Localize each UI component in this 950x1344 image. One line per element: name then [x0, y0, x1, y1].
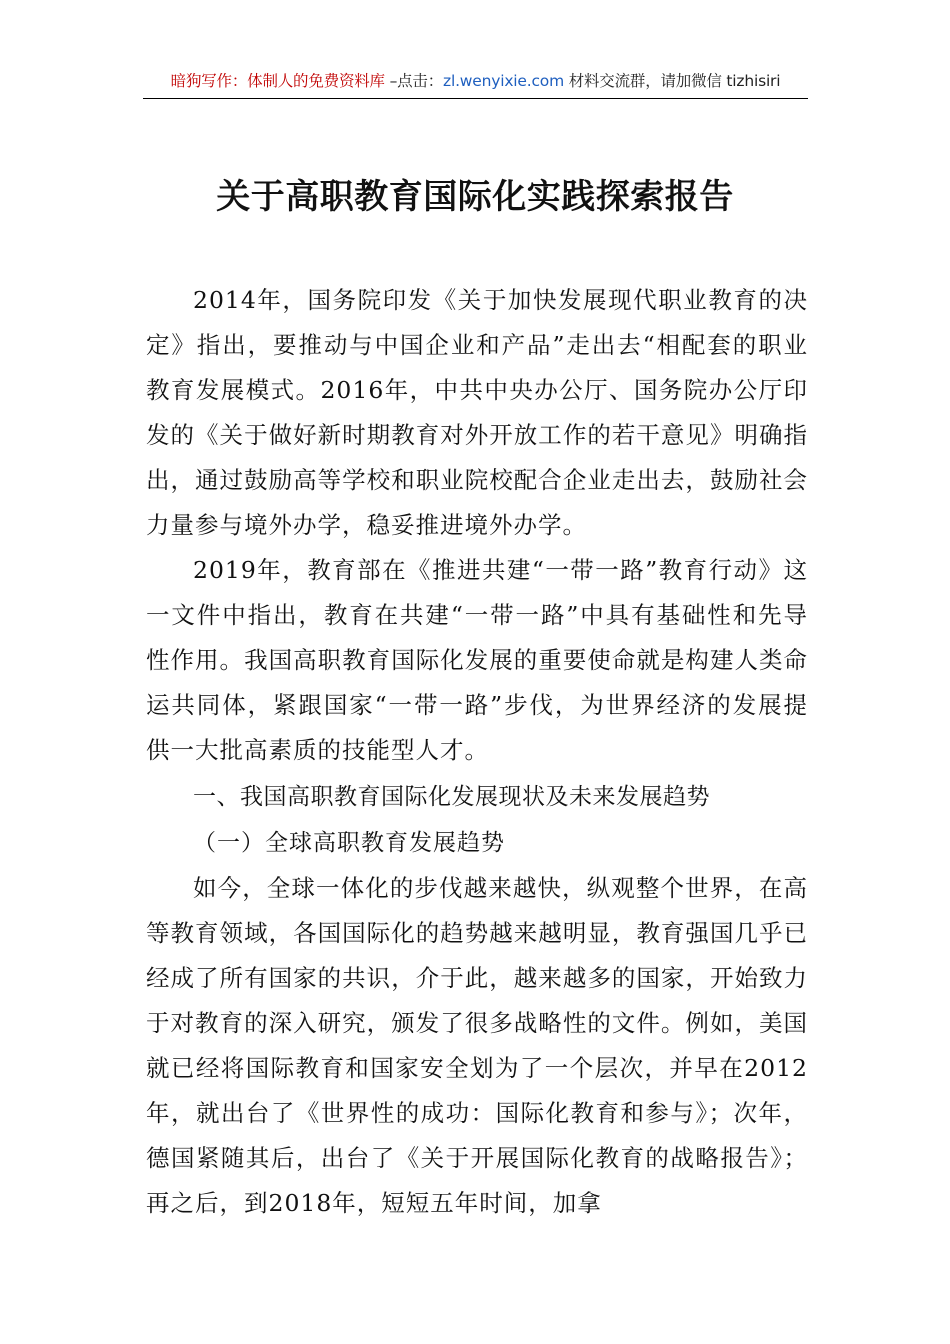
paragraph-1: 2014年，国务院印发《关于加快发展现代职业教育的决定》指出，要推动与中国企业和产品”走出去“相配套的职业教育发展模式。2016年，中共中央办公厅、国务院办公厅印发的《关于做好新时期教育对外开放工作的若干意见》明确指出，通过鼓励高等学校和职业院校配合企业走出去，鼓励社会力量参与境外办学，稳妥推进境外办学。 — [146, 286, 808, 539]
header-contact: 材料交流群，请加微信 tizhisiri — [563, 72, 781, 90]
paragraph-3: 如今，全球一体化的步伐越来越快，纵观整个世界，在高等教育领域，各国国际化的趋势越来越明显，教育强国几乎已经成了所有国家的共识，介于此，越来越多的国家，开始致力于对教育的深入研究，颁发了很多战略性的文件。例如，美国就已经将国际教育和国家安全划为了一个层次，并早在2012年，就出台了《世界性的成功：国际化教育和参与》；次年，德国紧随其后，出台了《关于开展国际化教育的战略报告》；再之后，到2018年，短短五年时间，加拿 — [146, 874, 808, 1217]
header-click-label: –点击： — [384, 72, 444, 90]
document-body — [146, 278, 808, 1226]
section-subheading: （一）全球高职教育发展趋势 — [193, 830, 505, 856]
paragraph-2: 2019年，教育部在《推进共建“一带一路”教育行动》这一文件中指出，教育在共建“一带一路”中具有基础性和先导性作用。我国高职教育国际化发展的重要使命就是构建人类命运共同体，紧跟国家“一带一路”步伐，为世界经济的发展提供一大批高素质的技能型人才。 — [146, 556, 808, 764]
section-heading: 一、我国高职教育国际化发展现状及未来发展趋势 — [193, 784, 710, 810]
document-title: 关于高职教育国际化实践探索报告 — [216, 177, 734, 217]
header-site-name: 暗狗写作：体制人的免费资料库 — [170, 72, 385, 90]
page-header — [143, 68, 808, 99]
header-link[interactable]: zl.wenyixie.com — [443, 72, 564, 90]
